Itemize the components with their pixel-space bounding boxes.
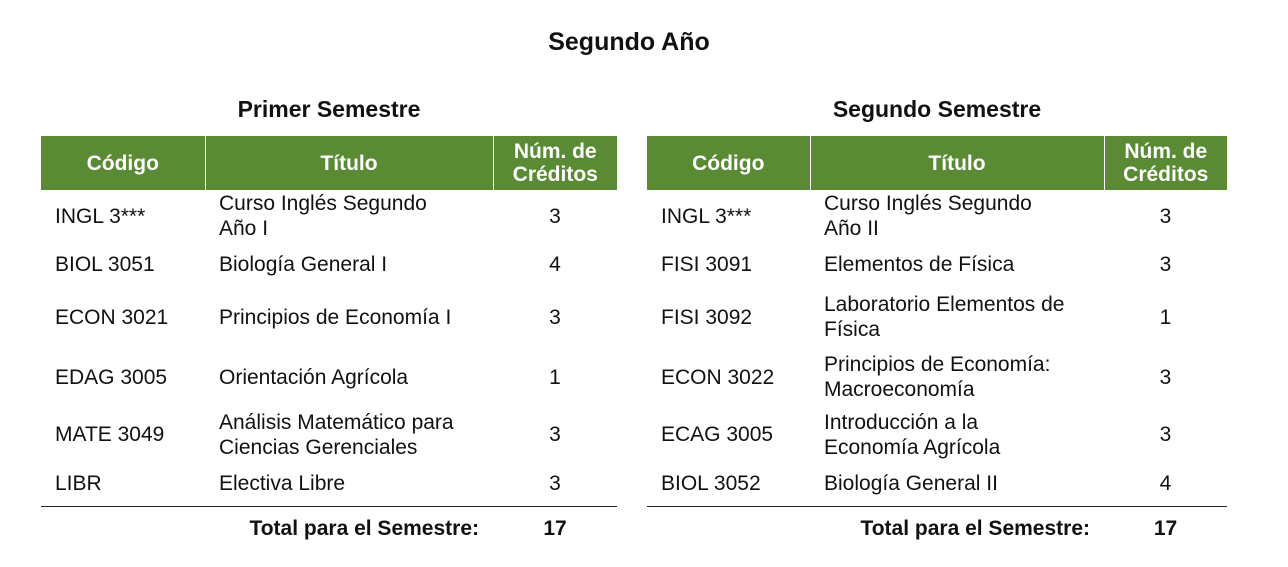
table-row xyxy=(647,242,1227,287)
semester-first xyxy=(41,92,617,551)
course-title-line1: Elementos de Física xyxy=(824,253,1015,276)
course-credits: 4 xyxy=(549,253,561,276)
course-credits: 4 xyxy=(1104,462,1227,506)
course-credits: 1 xyxy=(1159,305,1172,329)
total-row xyxy=(647,506,1227,551)
course-code: ECON 3022 xyxy=(661,365,775,389)
total-label: Total para el Semestre: xyxy=(249,517,479,540)
course-title xyxy=(205,347,493,407)
table-row xyxy=(41,287,617,347)
course-title-line1: Principios de Economía I xyxy=(219,305,452,329)
semester-title: Segundo Semestre xyxy=(832,96,1042,122)
course-title-line1: Biología General I xyxy=(219,253,388,276)
course-title xyxy=(205,190,493,242)
semester-second xyxy=(647,92,1227,551)
course-title xyxy=(810,407,1104,462)
course-code: FISI 3091 xyxy=(661,253,753,276)
header-credits-line2: Créditos xyxy=(1123,163,1209,186)
total-label: Total para el Semestre: xyxy=(860,517,1090,540)
course-code: BIOL 3051 xyxy=(55,253,155,276)
course-title-line1: Laboratorio Elementos de xyxy=(824,293,1065,316)
course-code: MATE 3049 xyxy=(55,423,165,446)
course-title xyxy=(205,407,493,462)
table-row xyxy=(41,190,617,242)
total-credits: 17 xyxy=(543,517,567,540)
header-code: Código xyxy=(41,136,205,190)
course-credits: 3 xyxy=(1159,423,1172,446)
course-title-line2: Física xyxy=(824,318,881,341)
table-row xyxy=(647,190,1227,242)
header-title: Título xyxy=(810,136,1104,190)
header-credits xyxy=(1104,136,1227,190)
table-row xyxy=(647,287,1227,347)
header-credits-line2: Créditos xyxy=(512,163,598,186)
semester-title: Primer Semestre xyxy=(237,96,421,122)
course-title-line2: Año I xyxy=(219,217,269,240)
course-credits: 3 xyxy=(549,204,561,228)
table-row xyxy=(647,347,1227,407)
course-table xyxy=(41,136,617,551)
course-code: LIBR xyxy=(41,462,205,506)
course-code: INGL 3*** xyxy=(661,204,752,228)
course-title-line1: Principios de Economía: xyxy=(824,353,1051,376)
course-table xyxy=(647,136,1227,551)
header-credits-line1: Núm. de xyxy=(513,140,597,163)
course-code: ECAG 3005 xyxy=(661,423,774,446)
course-credits: 3 xyxy=(1159,365,1172,389)
course-title-line2: Macroeconomía xyxy=(824,378,975,401)
course-credits: 3 xyxy=(1159,204,1172,228)
course-title xyxy=(810,462,1104,506)
header-credits xyxy=(493,136,617,190)
table-row xyxy=(41,407,617,462)
header-code: Código xyxy=(647,136,810,190)
course-title-line1: Orientación Agrícola xyxy=(219,365,409,389)
header-credits-line1: Núm. de xyxy=(1124,140,1208,163)
table-row xyxy=(647,462,1227,506)
course-title-line1: Introducción a la xyxy=(824,410,979,434)
course-title xyxy=(205,462,493,506)
table-header-row xyxy=(647,136,1227,190)
course-credits: 3 xyxy=(549,305,561,329)
course-title-line1: Análisis Matemático para xyxy=(219,410,454,434)
header-title: Título xyxy=(205,136,493,190)
course-title-line2: Año II xyxy=(824,217,879,240)
course-credits: 3 xyxy=(493,462,617,506)
course-credits: 3 xyxy=(1159,253,1172,276)
course-title xyxy=(810,242,1104,287)
course-title-line1: Biología General II xyxy=(824,472,998,496)
course-title xyxy=(810,287,1104,347)
total-spacer xyxy=(41,506,205,551)
course-title-line1: Electiva Libre xyxy=(219,472,346,496)
course-title-line2: Economía Agrícola xyxy=(824,435,1001,459)
course-code: INGL 3*** xyxy=(55,204,146,228)
course-title xyxy=(810,347,1104,407)
course-title-line1: Curso Inglés Segundo xyxy=(824,192,1032,215)
course-credits: 1 xyxy=(549,365,561,389)
course-title xyxy=(205,242,493,287)
course-title xyxy=(205,287,493,347)
table-row xyxy=(41,242,617,287)
total-credits: 17 xyxy=(1153,517,1178,540)
course-title xyxy=(810,190,1104,242)
table-row xyxy=(41,347,617,407)
table-row xyxy=(647,407,1227,462)
total-spacer xyxy=(647,506,810,551)
total-row xyxy=(41,506,617,551)
course-code: EDAG 3005 xyxy=(55,365,168,389)
course-code: ECON 3021 xyxy=(55,305,169,329)
table-row xyxy=(41,462,617,506)
course-code: FISI 3092 xyxy=(661,305,753,329)
page-title: Segundo Año xyxy=(548,28,710,56)
course-credits: 3 xyxy=(549,423,561,446)
course-title-line1: Curso Inglés Segundo xyxy=(219,192,427,215)
course-title-line2: Ciencias Gerenciales xyxy=(219,435,418,459)
table-header-row xyxy=(41,136,617,190)
course-code: BIOL 3052 xyxy=(647,462,810,506)
